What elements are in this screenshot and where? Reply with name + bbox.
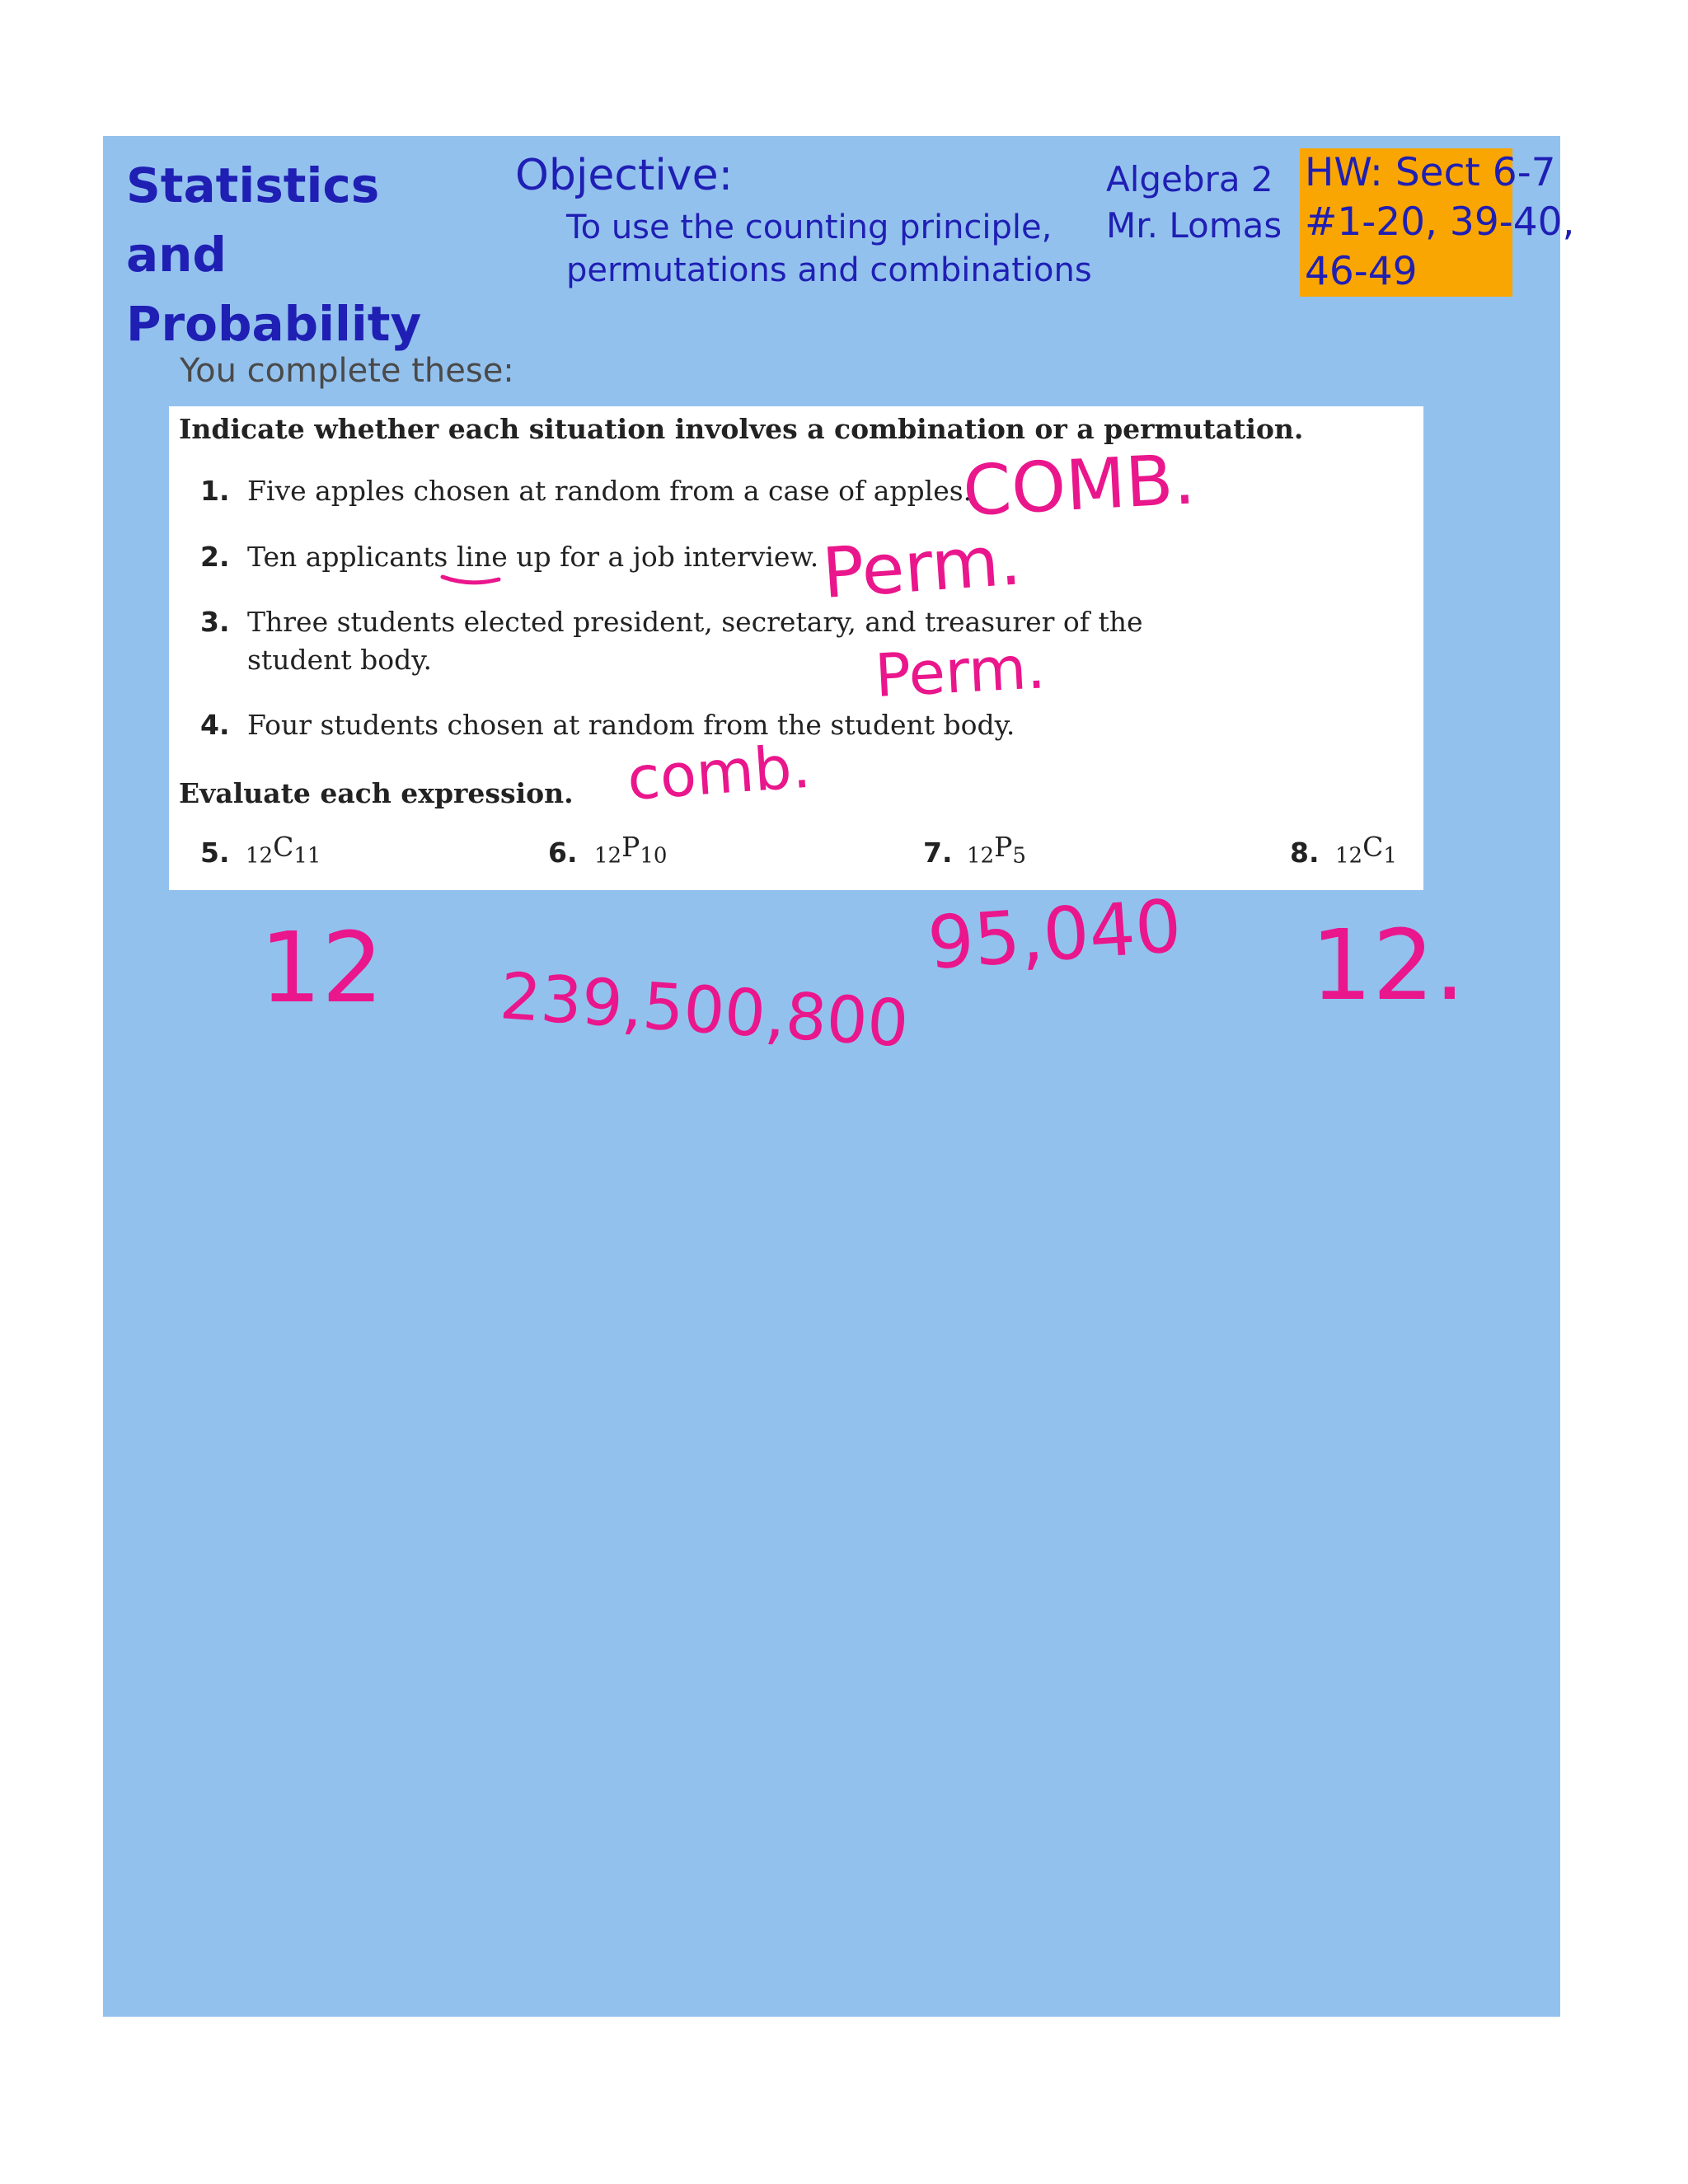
- answer-3-handwritten: Perm.: [873, 632, 1048, 710]
- expr-7-number: 7.: [923, 837, 953, 869]
- expr-8-number: 8.: [1290, 837, 1320, 869]
- answer-4-handwritten: comb.: [625, 731, 814, 813]
- objective-line-2: permutations and combinations: [566, 251, 1092, 289]
- course-name: Algebra 2: [1106, 159, 1273, 199]
- expr-7-pre: 12: [967, 843, 995, 869]
- homework-line-3: 46-49: [1305, 249, 1418, 294]
- item-4-text: Four students chosen at random from the student body.: [247, 709, 1015, 741]
- item-3-text-line-2: student body.: [247, 644, 432, 676]
- item-3-number: 3.: [200, 606, 230, 638]
- expr-7-post: 5: [1012, 843, 1026, 869]
- expr-6-pre: 12: [594, 843, 622, 869]
- expr-5-letter: C: [273, 831, 294, 863]
- answer-8-handwritten: 12.: [1311, 908, 1465, 1022]
- answer-1-handwritten: COMB.: [960, 438, 1198, 532]
- item-2-number: 2.: [200, 541, 230, 573]
- expr-8-post: 1: [1383, 843, 1397, 869]
- answer-7-handwritten: 95,040: [925, 883, 1184, 986]
- item-2-text-start: Ten applicants: [247, 541, 457, 573]
- title-line-1: Statistics and: [126, 157, 380, 283]
- expr-7-letter: P: [994, 831, 1013, 863]
- expr-8-letter: C: [1362, 831, 1384, 863]
- instruction-text: You complete these:: [180, 352, 514, 390]
- item-2-text-underlined: line: [456, 541, 508, 573]
- homework-line-1: HW: Sect 6-7: [1305, 150, 1556, 195]
- expr-6-number: 6.: [548, 837, 578, 869]
- item-3-text-line-1: Three students elected president, secretary, and treasurer of the: [247, 606, 1143, 638]
- expr-5-post: 11: [293, 843, 321, 869]
- expr-5-pre: 12: [246, 843, 274, 869]
- expr-5-number: 5.: [200, 837, 230, 869]
- section-2-heading: Evaluate each expression.: [179, 777, 574, 809]
- homework-line-2: #1-20, 39-40,: [1305, 199, 1575, 245]
- objective-label: Objective:: [515, 151, 734, 200]
- answer-2-handwritten: Perm.: [819, 519, 1024, 614]
- section-1-heading: Indicate whether each situation involves a combination or a permutation.: [179, 413, 1304, 445]
- expr-6-letter: P: [621, 831, 640, 863]
- item-1-text: Five apples chosen at random from a case of apples.: [247, 475, 973, 507]
- item-4-number: 4.: [200, 709, 230, 741]
- item-1-number: 1.: [200, 475, 230, 507]
- answer-6-handwritten: 239,500,800: [497, 959, 911, 1062]
- objective-line-1: To use the counting principle,: [566, 209, 1053, 246]
- expr-6-post: 10: [640, 843, 668, 869]
- ink-underline: [443, 577, 499, 583]
- expr-8-pre: 12: [1335, 843, 1363, 869]
- teacher-name: Mr. Lomas: [1106, 205, 1282, 246]
- title-line-2: Probability: [126, 296, 422, 352]
- item-2-text-end: up for a job interview.: [507, 541, 819, 573]
- answer-5-handwritten: 12: [260, 911, 384, 1024]
